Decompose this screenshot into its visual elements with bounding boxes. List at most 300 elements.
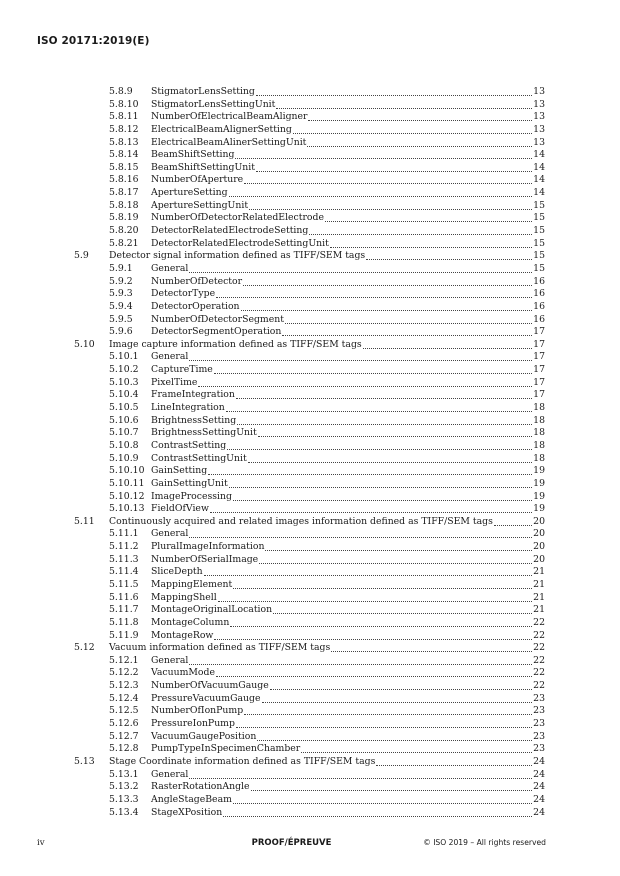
toc-subsection-entry[interactable] [0,491,620,504]
toc-entry-title: SliceDepth [151,566,203,578]
toc-subsection-entry[interactable] [0,225,620,238]
toc-entry-number: 5.12.2 [109,667,139,679]
toc-entry-line [151,554,545,567]
toc-subsection-entry[interactable] [0,99,620,112]
toc-entry-number: 5.13.4 [109,806,139,818]
toc-subsection-entry[interactable] [0,769,620,782]
toc-dot-leader [218,592,532,602]
toc-subsection-entry[interactable] [0,174,620,187]
toc-subsection-entry[interactable] [0,364,620,377]
toc-dot-leader [331,642,532,652]
toc-dot-leader [189,263,532,273]
toc-subsection-entry[interactable] [0,604,620,617]
toc-section-entry[interactable] [0,642,620,655]
toc-entry-number: 5.13.1 [109,768,139,780]
toc-dot-leader [494,516,532,526]
toc-dot-leader [216,667,532,677]
toc-entry-number: 5.12.1 [109,654,139,666]
toc-entry-page: 23 [533,718,545,730]
toc-entry-number: 5.10.12 [109,490,145,502]
toc-section-entry[interactable] [0,250,620,263]
toc-dot-leader [198,377,532,387]
toc-entry-page: 16 [533,275,545,287]
toc-entry-title: ContrastSetting [151,439,227,451]
toc-section-entry[interactable] [0,516,620,529]
toc-entry-number: 5.10.2 [109,364,139,376]
toc-entry-number: 5.10.5 [109,402,139,414]
toc-entry-page: 24 [533,768,545,780]
toc-section-entry[interactable] [0,339,620,352]
toc-entry-line [109,642,545,655]
toc-entry-number: 5.11.3 [109,553,139,565]
toc-entry-number: 5.13 [74,755,95,767]
toc-entry-title: MappingShell [151,591,217,603]
toc-dot-leader [244,174,532,184]
toc-entry-title: ElectricalBeamAlignerSetting [151,123,292,135]
toc-entry-line [151,680,545,693]
toc-dot-leader [216,288,532,298]
toc-subsection-entry[interactable] [0,453,620,466]
toc-entry-line [151,769,545,782]
toc-entry-page: 16 [533,288,545,300]
toc-entry-line [151,301,545,314]
toc-entry-title: General [151,262,189,274]
toc-entry-page: 15 [533,250,545,262]
toc-subsection-entry[interactable] [0,528,620,541]
toc-subsection-entry[interactable] [0,566,620,579]
toc-dot-leader [226,402,532,412]
toc-entry-page: 18 [533,402,545,414]
toc-subsection-entry[interactable] [0,592,620,605]
toc-entry-line [151,364,545,377]
toc-dot-leader [259,554,532,564]
toc-entry-number: 5.10.6 [109,414,139,426]
toc-dot-leader [208,465,532,475]
toc-entry-line [151,693,545,706]
toc-entry-title: MappingElement [151,578,233,590]
toc-subsection-entry[interactable] [0,617,620,630]
toc-entry-line [151,389,545,402]
toc-entry-title: MontageRow [151,629,214,641]
toc-dot-leader [248,453,532,463]
toc-entry-number: 5.9.2 [109,275,133,287]
toc-entry-page: 24 [533,781,545,793]
toc-entry-page: 21 [533,578,545,590]
toc-entry-number: 5.8.17 [109,187,139,199]
toc-entry-number: 5.11.5 [109,578,139,590]
toc-entry-number: 5.12.5 [109,705,139,717]
toc-entry-title: GainSetting [151,465,208,477]
toc-entry-line [151,478,545,491]
toc-entry-number: 5.10.7 [109,427,139,439]
toc-entry-number: 5.10.3 [109,376,139,388]
toc-entry-title: ApertureSetting [151,187,228,199]
toc-entry-line [151,415,545,428]
toc-dot-leader [189,655,532,665]
toc-entry-line [151,718,545,731]
toc-entry-line [151,453,545,466]
toc-entry-page: 14 [533,174,545,186]
toc-entry-page: 20 [533,528,545,540]
toc-entry-line [151,314,545,327]
toc-dot-leader [256,162,532,172]
toc-entry-number: 5.8.20 [109,225,139,237]
toc-subsection-entry[interactable] [0,781,620,794]
toc-entry-number: 5.9 [74,250,89,262]
toc-subsection-entry[interactable] [0,415,620,428]
toc-dot-leader [233,794,532,804]
toc-entry-number: 5.8.14 [109,149,139,161]
toc-entry-number: 5.13.2 [109,781,139,793]
toc-entry-line [151,238,545,251]
toc-entry-title: General [151,654,189,666]
toc-entry-title: Vacuum information defined as TIFF/SEM tags [109,642,331,654]
toc-entry-line [151,149,545,162]
toc-subsection-entry[interactable] [0,111,620,124]
toc-entry-title: NumberOfIonPump [151,705,244,717]
toc-entry-page: 14 [533,187,545,199]
toc-entry-title: StageXPosition [151,806,223,818]
toc-entry-line [151,377,545,390]
toc-dot-leader [285,314,532,324]
toc-entry-number: 5.10.1 [109,351,139,363]
toc-entry-page: 13 [533,111,545,123]
toc-entry-title: BeamShiftSettingUnit [151,161,255,173]
toc-subsection-entry[interactable] [0,440,620,453]
toc-entry-title: VacuumMode [151,667,215,679]
toc-entry-page: 17 [533,389,545,401]
toc-subsection-entry[interactable] [0,276,620,289]
toc-entry-page: 18 [533,414,545,426]
toc-entry-page: 16 [533,300,545,312]
toc-dot-leader [235,149,532,159]
toc-entry-line [151,326,545,339]
toc-entry-line [151,667,545,680]
toc-entry-page: 13 [533,98,545,110]
toc-entry-line [151,276,545,289]
toc-dot-leader [309,225,532,235]
toc-entry-title: FieldOfView [151,503,209,515]
toc-entry-page: 15 [533,225,545,237]
toc-entry-title: NumberOfSerialImage [151,553,259,565]
toc-entry-page: 17 [533,351,545,363]
toc-subsection-entry[interactable] [0,212,620,225]
toc-subsection-entry[interactable] [0,314,620,327]
toc-entry-page: 18 [533,439,545,451]
toc-entry-title: DetectorRelatedElectrodeSettingUnit [151,237,329,249]
toc-entry-line [109,250,545,263]
toc-entry-page: 24 [533,793,545,805]
toc-subsection-entry[interactable] [0,263,620,276]
toc-entry-title: Stage Coordinate information defined as TIFF/SEM tags [109,755,376,767]
toc-subsection-entry[interactable] [0,137,620,150]
toc-entry-title: RasterRotationAngle [151,781,250,793]
toc-entry-title: NumberOfAperture [151,174,244,186]
toc-entry-number: 5.8.13 [109,136,139,148]
toc-entry-line [151,124,545,137]
toc-entry-line [151,617,545,630]
toc-dot-leader [214,630,532,640]
toc-entry-page: 24 [533,755,545,767]
toc-entry-number: 5.10 [74,338,95,350]
toc-entry-page: 23 [533,692,545,704]
toc-entry-title: PressureVacuumGauge [151,692,261,704]
toc-entry-line [151,263,545,276]
toc-dot-leader [236,718,532,728]
toc-dot-leader [233,579,532,589]
toc-entry-page: 19 [533,503,545,515]
table-of-contents [0,86,620,819]
toc-subsection-entry[interactable] [0,162,620,175]
toc-subsection-entry[interactable] [0,478,620,491]
toc-dot-leader [241,301,533,311]
toc-entry-title: ApertureSettingUnit [151,199,249,211]
toc-entry-title: GainSettingUnit [151,477,228,489]
toc-entry-title: StigmatorLensSetting [151,86,255,97]
toc-entry-title: BrightnessSettingUnit [151,427,257,439]
toc-entry-page: 23 [533,730,545,742]
toc-subsection-entry[interactable] [0,579,620,592]
toc-dot-leader [276,99,532,109]
toc-entry-number: 5.9.6 [109,326,133,338]
toc-dot-leader [233,491,532,501]
toc-entry-page: 13 [533,123,545,135]
toc-subsection-entry[interactable] [0,427,620,440]
toc-entry-page: 22 [533,616,545,628]
toc-entry-title: AngleStageBeam [151,793,232,805]
toc-dot-leader [330,238,532,248]
toc-entry-title: StigmatorLensSettingUnit [151,98,276,110]
toc-entry-number: 5.8.19 [109,212,139,224]
toc-entry-line [151,705,545,718]
toc-entry-page: 15 [533,212,545,224]
toc-entry-number: 5.10.13 [109,503,145,515]
toc-entry-page: 14 [533,161,545,173]
toc-dot-leader [229,478,532,488]
toc-entry-page: 15 [533,237,545,249]
toc-dot-leader [251,781,533,791]
toc-entry-line [151,200,545,213]
toc-entry-number: 5.11.1 [109,528,139,540]
toc-entry-title: BeamShiftSetting [151,149,235,161]
toc-subsection-entry[interactable] [0,503,620,516]
toc-subsection-entry[interactable] [0,718,620,731]
toc-subsection-entry[interactable] [0,149,620,162]
toc-dot-leader [258,427,532,437]
toc-entry-title: BrightnessSetting [151,414,237,426]
toc-entry-line [151,427,545,440]
toc-entry-number: 5.8.18 [109,199,139,211]
toc-entry-title: LineIntegration [151,402,225,414]
toc-entry-title: Continuously acquired and related images information defined as TIFF/SEM tags [109,515,493,527]
toc-entry-line [151,465,545,478]
toc-dot-leader [243,276,532,286]
toc-entry-line [151,592,545,605]
toc-subsection-entry[interactable] [0,377,620,390]
toc-entry-title: DetectorSegmentOperation [151,326,282,338]
toc-entry-line [109,339,545,352]
toc-entry-number: 5.12.7 [109,730,139,742]
toc-entry-number: 5.11.7 [109,604,139,616]
toc-entry-line [151,440,545,453]
toc-dot-leader [282,326,532,336]
toc-entry-number: 5.11.9 [109,629,139,641]
toc-entry-number: 5.10.8 [109,439,139,451]
toc-subsection-entry[interactable] [0,680,620,693]
toc-dot-leader [308,111,532,121]
toc-subsection-entry[interactable] [0,86,620,99]
toc-entry-number: 5.9.3 [109,288,133,300]
toc-entry-title: DetectorType [151,288,216,300]
toc-entry-page: 17 [533,364,545,376]
toc-entry-line [151,579,545,592]
toc-entry-line [151,743,545,756]
toc-entry-page: 22 [533,654,545,666]
toc-entry-number: 5.10.11 [109,477,145,489]
toc-subsection-entry[interactable] [0,693,620,706]
toc-subsection-entry[interactable] [0,288,620,301]
toc-entry-title: General [151,351,189,363]
toc-entry-number: 5.8.15 [109,161,139,173]
toc-dot-leader [229,187,533,197]
toc-subsection-entry[interactable] [0,465,620,478]
toc-entry-number: 5.9.4 [109,300,133,312]
toc-entry-line [151,174,545,187]
toc-entry-page: 15 [533,199,545,211]
toc-subsection-entry[interactable] [0,807,620,820]
toc-subsection-entry[interactable] [0,200,620,213]
toc-entry-title: General [151,768,189,780]
toc-entry-number: 5.8.10 [109,98,139,110]
footer-page-number: iv [37,838,45,848]
toc-entry-title: Detector signal information defined as TIFF/SEM tags [109,250,366,262]
toc-subsection-entry[interactable] [0,124,620,137]
toc-entry-page: 22 [533,629,545,641]
toc-subsection-entry[interactable] [0,326,620,339]
toc-entry-title: NumberOfVacuumGauge [151,680,269,692]
toc-dot-leader [273,604,532,614]
toc-dot-leader [237,415,532,425]
toc-entry-number: 5.11 [74,515,95,527]
toc-entry-page: 22 [533,680,545,692]
toc-subsection-entry[interactable] [0,794,620,807]
toc-dot-leader [227,440,532,450]
toc-subsection-entry[interactable] [0,731,620,744]
toc-entry-page: 21 [533,591,545,603]
toc-dot-leader [256,86,532,96]
toc-entry-title: CaptureTime [151,364,213,376]
toc-dot-leader [325,212,532,222]
toc-entry-title: General [151,528,189,540]
toc-entry-line [151,630,545,643]
toc-entry-page: 21 [533,566,545,578]
toc-entry-number: 5.8.12 [109,123,139,135]
toc-dot-leader [363,339,532,349]
toc-dot-leader [293,124,532,134]
toc-entry-title: NumberOfDetectorSegment [151,313,284,325]
toc-dot-leader [189,351,532,361]
toc-dot-leader [265,541,532,551]
toc-entry-number: 5.11.4 [109,566,139,578]
toc-entry-line [151,351,545,364]
toc-entry-title: ContrastSettingUnit [151,452,247,464]
toc-entry-line [151,731,545,744]
toc-subsection-entry[interactable] [0,351,620,364]
toc-subsection-entry[interactable] [0,655,620,668]
toc-subsection-entry[interactable] [0,389,620,402]
toc-entry-line [151,162,545,175]
toc-subsection-entry[interactable] [0,238,620,251]
toc-entry-page: 17 [533,326,545,338]
toc-dot-leader [244,705,532,715]
toc-dot-leader [223,807,532,817]
toc-section-entry[interactable] [0,756,620,769]
toc-subsection-entry[interactable] [0,554,620,567]
toc-dot-leader [307,137,532,147]
toc-subsection-entry[interactable] [0,630,620,643]
toc-dot-leader [189,769,532,779]
toc-entry-page: 13 [533,86,545,97]
toc-subsection-entry[interactable] [0,705,620,718]
toc-entry-title: DetectorOperation [151,300,240,312]
toc-entry-page: 19 [533,477,545,489]
toc-subsection-entry[interactable] [0,743,620,756]
toc-entry-line [151,137,545,150]
toc-dot-leader [230,617,532,627]
toc-entry-line [109,516,545,529]
toc-entry-line [151,781,545,794]
toc-entry-line [151,212,545,225]
toc-dot-leader [257,731,532,741]
toc-entry-number: 5.12.3 [109,680,139,692]
toc-entry-number: 5.9.1 [109,262,133,274]
toc-entry-line [151,491,545,504]
toc-entry-title: PumpTypeInSpecimenChamber [151,743,301,755]
toc-entry-number: 5.12 [74,642,95,654]
toc-entry-number: 5.8.11 [109,111,139,123]
toc-entry-number: 5.8.21 [109,237,139,249]
toc-entry-title: ElectricalBeamAlinerSettingUnit [151,136,307,148]
toc-entry-page: 21 [533,604,545,616]
toc-entry-page: 20 [533,553,545,565]
toc-entry-page: 23 [533,743,545,755]
toc-dot-leader [204,566,533,576]
toc-entry-title: VacuumGaugePosition [151,730,257,742]
toc-entry-title: Image capture information defined as TIFF/SEM tags [109,338,362,350]
toc-entry-line [151,288,545,301]
document-id-header: ISO 20171:2019(E) [37,35,150,47]
toc-subsection-entry[interactable] [0,541,620,554]
footer-proof-label: PROOF/ÉPREUVE [251,838,332,848]
toc-dot-leader [249,200,532,210]
toc-subsection-entry[interactable] [0,667,620,680]
toc-entry-title: NumberOfElectricalBeamAligner [151,111,308,123]
toc-dot-leader [366,250,532,260]
toc-entry-line [151,807,545,820]
toc-entry-number: 5.9.5 [109,313,133,325]
toc-dot-leader [189,528,532,538]
toc-subsection-entry[interactable] [0,301,620,314]
toc-entry-number: 5.10.9 [109,452,139,464]
toc-entry-page: 15 [533,262,545,274]
toc-subsection-entry[interactable] [0,187,620,200]
toc-entry-page: 22 [533,642,545,654]
toc-entry-title: ImageProcessing [151,490,232,502]
toc-entry-title: PressureIonPump [151,718,235,730]
toc-entry-number: 5.10.10 [109,465,145,477]
toc-dot-leader [214,364,532,374]
toc-subsection-entry[interactable] [0,402,620,415]
